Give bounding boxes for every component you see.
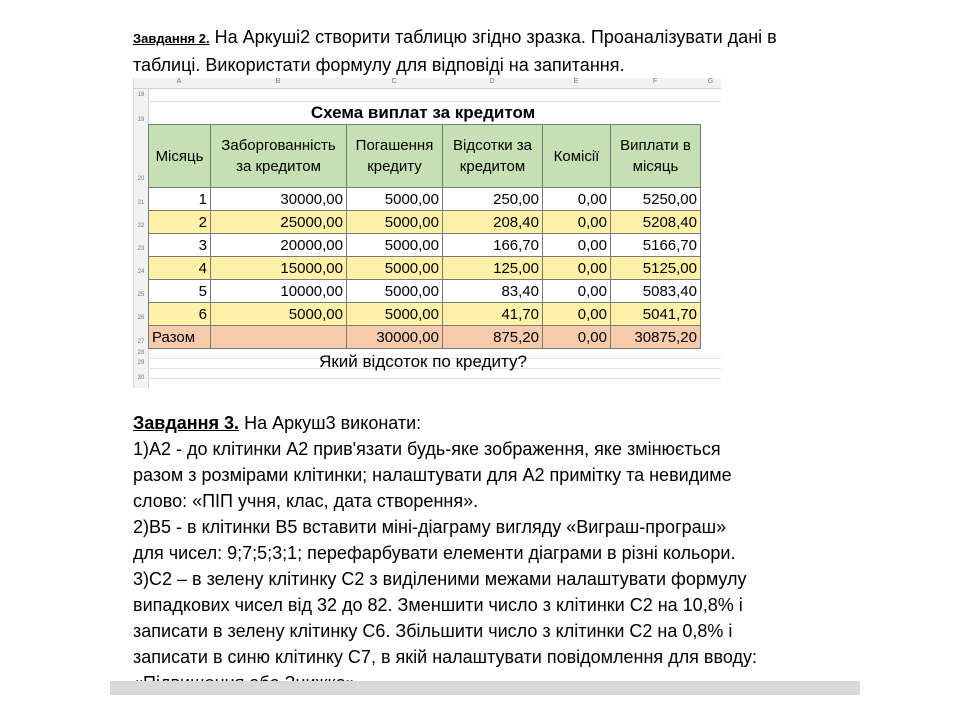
table-title: Схема виплат за кредитом [310,103,536,122]
table-cell: 4 [149,257,211,280]
header-row [149,125,701,188]
column-headers [134,78,721,89]
table-row [149,280,701,303]
row-number: 28 [134,348,149,358]
table-cell: 5000,00 [211,303,347,326]
task2-text [133,24,853,79]
table-cell: 30875,20 [611,326,701,349]
table-cell: 5000,00 [347,188,443,211]
task2-text-line1: На Аркуші2 створити таблицю згідно зразка. Проаналізувати дані в [209,27,777,47]
table-cell: 30000,00 [347,326,443,349]
task3-line: для чисел: 9;7;5;3;1; перефарбувати елементи діаграми в різні кольори. [133,543,736,563]
table-cell: 20000,00 [211,234,347,257]
table-cell: 41,70 [443,303,543,326]
table-cell: 5208,40 [611,211,701,234]
total-label: Разом [149,326,211,349]
task3-intro: На Аркуш3 виконати: [239,413,422,433]
column-header: C [391,78,397,85]
header-cell-debt: Заборгованність за кредитом [211,125,347,188]
bottom-bar [110,681,860,695]
header-cell-repayment: Погашення кредиту [347,125,443,188]
table-cell: 0,00 [543,257,611,280]
table-cell: 5000,00 [347,234,443,257]
table-cell: 5041,70 [611,303,701,326]
task2-label: Завдання 2. [133,31,210,46]
spreadsheet-image [133,78,721,388]
table-cell: 208,40 [443,211,543,234]
table-row [149,188,701,211]
table-cell: 83,40 [443,280,543,303]
table-row [149,234,701,257]
table-cell: 5166,70 [611,234,701,257]
row-number: 20 [134,124,149,186]
task2-line1 [133,24,853,52]
table-cell: 30000,00 [211,188,347,211]
table-row [149,303,701,326]
table-cell: 5000,00 [347,303,443,326]
task3-line: випадкових чисел від 32 до 82. Зменшити число з клітинки С2 на 10,8% і [133,595,743,615]
column-header: D [489,78,495,85]
row-number: 19 [134,101,149,124]
table-cell: 875,20 [443,326,543,349]
header-cell-month: Місяць [149,125,211,188]
table-cell: 25000,00 [211,211,347,234]
table-cell: 5000,00 [347,257,443,280]
task3-line: 3)С2 – в зелену клітинку С2 з виділеними межами налаштувати формулу [133,569,747,589]
row-number: 25 [134,278,149,301]
task3-line: слово: «ПІП учня, клас, дата створення». [133,491,479,511]
task2-text-line2: таблиці. Використати формулу для відповіді на запитання. [133,55,625,75]
task3-line: разом з розмірами клітинки; налаштувати для А2 примітку та невидиме [133,465,732,485]
header-cell-payment: Виплати в місяць [611,125,701,188]
table-cell: 166,70 [443,234,543,257]
table-cell: 0,00 [543,280,611,303]
table-row [149,211,701,234]
row-number: 30 [134,368,149,388]
table-cell: 5125,00 [611,257,701,280]
table-cell [211,326,347,349]
column-header: G [707,78,714,85]
table-cell: 5000,00 [347,211,443,234]
question-text: Який відсоток по кредиту? [319,352,527,371]
row-number: 27 [134,324,149,348]
task3-heading [133,410,855,436]
table-cell: 10000,00 [211,280,347,303]
task3-line: 2)В5 - в клітинки В5 вставити міні-діаграму вигляду «Виграш-програш» [133,517,727,537]
row-number: 22 [134,209,149,232]
column-header: B [275,78,281,85]
header-cell-interest: Відсотки за кредитом [443,125,543,188]
row-number: 29 [134,358,149,368]
table-cell: 0,00 [543,211,611,234]
table-cell: 5 [149,280,211,303]
column-header: E [573,78,579,85]
task3-text [133,410,855,696]
credit-table [148,124,701,349]
task3-label: Завдання 3. [133,413,240,433]
table-cell: 3 [149,234,211,257]
table-cell: 5083,40 [611,280,701,303]
table-cell: 0,00 [543,234,611,257]
table-cell: 2 [149,211,211,234]
table-cell: 5000,00 [347,280,443,303]
table-cell: 125,00 [443,257,543,280]
table-cell: 0,00 [543,326,611,349]
column-header: F [652,78,658,85]
row-number: 24 [134,255,149,278]
table-row [149,257,701,280]
gridline [148,101,721,102]
table-cell: 6 [149,303,211,326]
row-number: 18 [134,89,149,101]
table-cell: 250,00 [443,188,543,211]
task3-line: записати в зелену клітинку С6. Збільшити число з клітинки С2 на 0,8% і [133,621,733,641]
table-cell: 1 [149,188,211,211]
table-cell: 15000,00 [211,257,347,280]
task3-line: 1)А2 - до клітинки А2 прив'язати будь-яке зображення, яке змінюється [133,439,721,459]
header-cell-fees: Комісії [543,125,611,188]
row-number: 21 [134,186,149,209]
row-number: 23 [134,232,149,255]
gridline [148,378,721,379]
table-cell: 0,00 [543,303,611,326]
table-cell: 5250,00 [611,188,701,211]
column-header: A [176,78,182,85]
task3-line: записати в синю клітинку С7, в якій налаштувати повідомлення для вводу: [133,647,757,667]
total-row [149,326,701,349]
row-number: 26 [134,301,149,324]
table-cell: 0,00 [543,188,611,211]
